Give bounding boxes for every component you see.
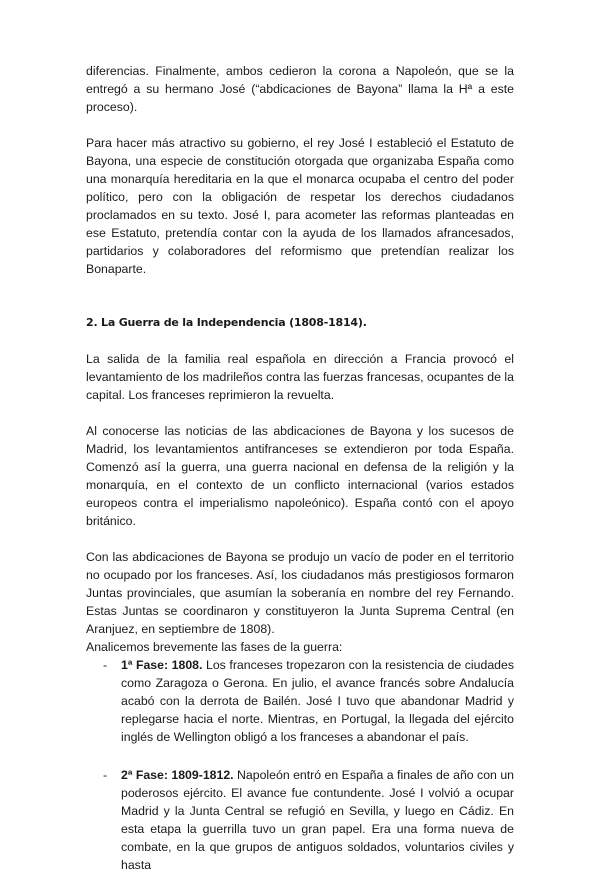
list-item (86, 656, 514, 746)
phase-label: 2ª Fase: 1809-1812. (121, 768, 234, 782)
phase-label: 1ª Fase: 1808. (121, 658, 203, 672)
list-item (86, 766, 514, 874)
paragraph-abdicaciones: diferencias. Finalmente, ambos cedieron la corona a Napoleón, que se la entregó a su hermano José (“abdicaciones de Bayona” llama la Hª a este proceso). (86, 64, 514, 114)
paragraph-juntas: Con las abdicaciones de Bayona se produjo un vacío de poder en el territorio no ocupado por los franceses. Así, los ciudadanos más prestigiosos formaron Juntas provinciales, que asumían la soberanía en nombre del rey Fernando. Estas Juntas se coordinaron y constituyeron la Junta Suprema Central (en Aranjuez, en septiembre de 1808). (86, 550, 514, 636)
phase-description: Los franceses tropezaron con la resistencia de ciudades como Zaragoza o Gerona. En julio, el avance francés sobre Andalucía acabó con la derrota de Bailén. José I tuvo que abandonar Madrid y replegarse hacia el norte. Mientras, en Portugal, la llegada del ejército inglés de Wellington obligó a los franceses a abandonar el país. (121, 658, 514, 744)
list-bullet: - (103, 768, 108, 782)
section-heading: 2. La Guerra de la Independencia (1808-1814). (86, 316, 367, 329)
list-bullet: - (103, 658, 108, 672)
paragraph-comienzo-guerra: Al conocerse las noticias de las abdicaciones de Bayona y los sucesos de Madrid, los levantamientos antifranceses se extendieron por toda España. Comenzó así la guerra, una guerra nacional en defensa de la religión y la monarquía, en el contexto de un conflicto internacional (varios estados europeos contra el imperialismo napoleónico). España contó con el apoyo británico. (86, 424, 514, 528)
phases-intro: Analicemos brevemente las fases de la guerra: (86, 640, 343, 654)
paragraph-levantamiento: La salida de la familia real española en dirección a Francia provocó el levantamiento de los madrileños contra las fuerzas francesas, ocupantes de la capital. Los franceses reprimieron la revuelta. (86, 352, 514, 402)
phase-description: Napoleón entró en España a finales de año con un poderosos ejército. El avance fue contundente. José I volvió a ocupar Madrid y la Junta Central se refugió en Sevilla, y luego en Cádiz. En esta etapa la guerrilla tuvo un gran papel. Era una forma nueva de combate, en la que grupos de antiguos soldados, voluntarios civiles y hasta (121, 768, 514, 872)
phases-list (86, 656, 514, 874)
phase-text (121, 766, 514, 874)
paragraph-estatuto-bayona: Para hacer más atractivo su gobierno, el rey José I estableció el Estatuto de Bayona, una especie de constitución otorgada que organizaba España como una monarquía hereditaria en la que el monarca ocupaba el centro del poder político, pero con la obligación de respetar los derechos ciudadanos proclamados en su texto. José I, para acometer las reformas planteadas en ese Estatuto, pretendía contar con la ayuda de los llamados afrancesados, partidarios y colaboradores del reformismo que pretendían realizar los Bonaparte. (86, 136, 514, 276)
document-page (86, 62, 514, 874)
phase-text (121, 656, 514, 746)
